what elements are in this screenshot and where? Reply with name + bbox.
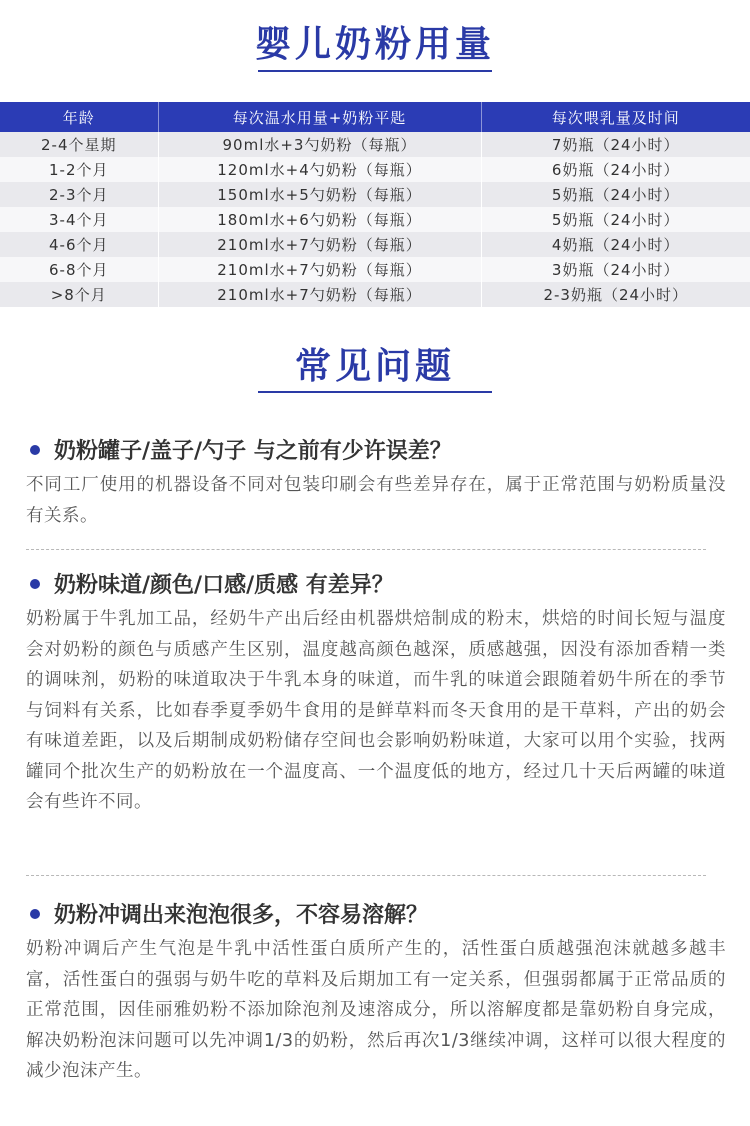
- faq-answer-1: 不同工厂使用的机器设备不同对包装印刷会有些差异存在，属于正常范围与奶粉质量没有关系。: [26, 475, 726, 526]
- table-row: [0, 157, 750, 182]
- cell-age: 3-4个月: [0, 207, 158, 232]
- faq-question-text: 奶粉味道/颜色/口感/质感 有差异？: [54, 573, 394, 598]
- header-age: 年龄: [0, 102, 158, 132]
- cell-age: 6-8个月: [0, 257, 158, 282]
- table-row: [0, 232, 750, 257]
- dosage-section-title: 婴儿奶粉用量: [254, 24, 495, 65]
- cell-amount: 120ml水+4勺奶粉（每瓶）: [158, 157, 481, 182]
- cell-feeding: 4奶瓶（24小时）: [481, 232, 750, 257]
- cell-amount: 180ml水+6勺奶粉（每瓶）: [158, 207, 481, 232]
- dosage-table: [0, 102, 750, 307]
- cell-age: 4-6个月: [0, 232, 158, 257]
- cell-amount: 210ml水+7勺奶粉（每瓶）: [158, 257, 481, 282]
- cell-amount: 150ml水+5勺奶粉（每瓶）: [158, 182, 481, 207]
- table-row: [0, 282, 750, 307]
- cell-feeding: 3奶瓶（24小时）: [481, 257, 750, 282]
- cell-age: 2-3个月: [0, 182, 158, 207]
- cell-feeding: 7奶瓶（24小时）: [481, 132, 750, 157]
- faq-question-2: [30, 568, 730, 599]
- table-row: [0, 132, 750, 157]
- table-row: [0, 207, 750, 232]
- cell-feeding: 2-3奶瓶（24小时）: [481, 282, 750, 307]
- faq-question-text: 奶粉罐子/盖子/勺子 与之前有少许误差？: [54, 439, 452, 464]
- faq-answer-2: 奶粉属于牛乳加工品，经奶牛产出后经由机器烘焙制成的粉末，烘焙的时间长短与温度会对奶粉的颜色与质感产生区别，温度越高颜色越深，质感越强，因没有添加香精一类的调味剂，奶粉的味道取决于牛乳本身的味道，而牛乳的味道会跟随着奶牛所在的季节与饲料有关系，比如春季夏季奶牛食用的是鲜草料而冬天食用的是干草料，产出的奶会有味道差距，以及后期制成奶粉储存空间也会影响奶粉味道，大家可以用个实验，找两罐同个批次生产的奶粉放在一个温度高、一个温度低的地方，经过几十天后两罐的味道会有些许不同。: [26, 609, 726, 812]
- cell-age: 2-4个星期: [0, 132, 158, 157]
- faq-divider: [26, 875, 706, 876]
- header-amount: 每次温水用量+奶粉平匙: [158, 102, 481, 132]
- cell-amount: 210ml水+7勺奶粉（每瓶）: [158, 282, 481, 307]
- faq-section-title: 常见问题: [294, 346, 455, 387]
- dosage-table-header: [0, 102, 750, 132]
- faq-question-1: [30, 434, 730, 465]
- bullet-dot-icon: [30, 579, 40, 589]
- cell-age: >8个月: [0, 282, 158, 307]
- bullet-dot-icon: [30, 909, 40, 919]
- table-row: [0, 257, 750, 282]
- faq-divider: [26, 549, 706, 550]
- bullet-dot-icon: [30, 445, 40, 455]
- cell-amount: 90ml水+3勺奶粉（每瓶）: [158, 132, 481, 157]
- faq-question-3: [30, 898, 730, 929]
- cell-amount: 210ml水+7勺奶粉（每瓶）: [158, 232, 481, 257]
- faq-title-underline: [258, 391, 492, 393]
- cell-feeding: 5奶瓶（24小时）: [481, 182, 750, 207]
- cell-feeding: 6奶瓶（24小时）: [481, 157, 750, 182]
- cell-feeding: 5奶瓶（24小时）: [481, 207, 750, 232]
- dosage-title-underline: [258, 70, 492, 72]
- cell-age: 1-2个月: [0, 157, 158, 182]
- table-row: [0, 182, 750, 207]
- header-feeding: 每次喂乳量及时间: [481, 102, 750, 132]
- faq-question-text: 奶粉冲调出来泡泡很多，不容易溶解？: [54, 903, 429, 928]
- faq-answer-3: 奶粉冲调后产生气泡是牛乳中活性蛋白质所产生的，活性蛋白质越强泡沫就越多越丰富，活性蛋白的强弱与奶牛吃的草料及后期加工有一定关系，但强弱都属于正常品质的正常范围，因佳丽雅奶粉不添加除泡剂及速溶成分，所以溶解度都是靠奶粉自身完成，解决奶粉泡沫问题可以先冲调1/3的奶粉，然后再次1/3继续冲调，这样可以很大程度的减少泡沫产生。: [26, 939, 726, 1081]
